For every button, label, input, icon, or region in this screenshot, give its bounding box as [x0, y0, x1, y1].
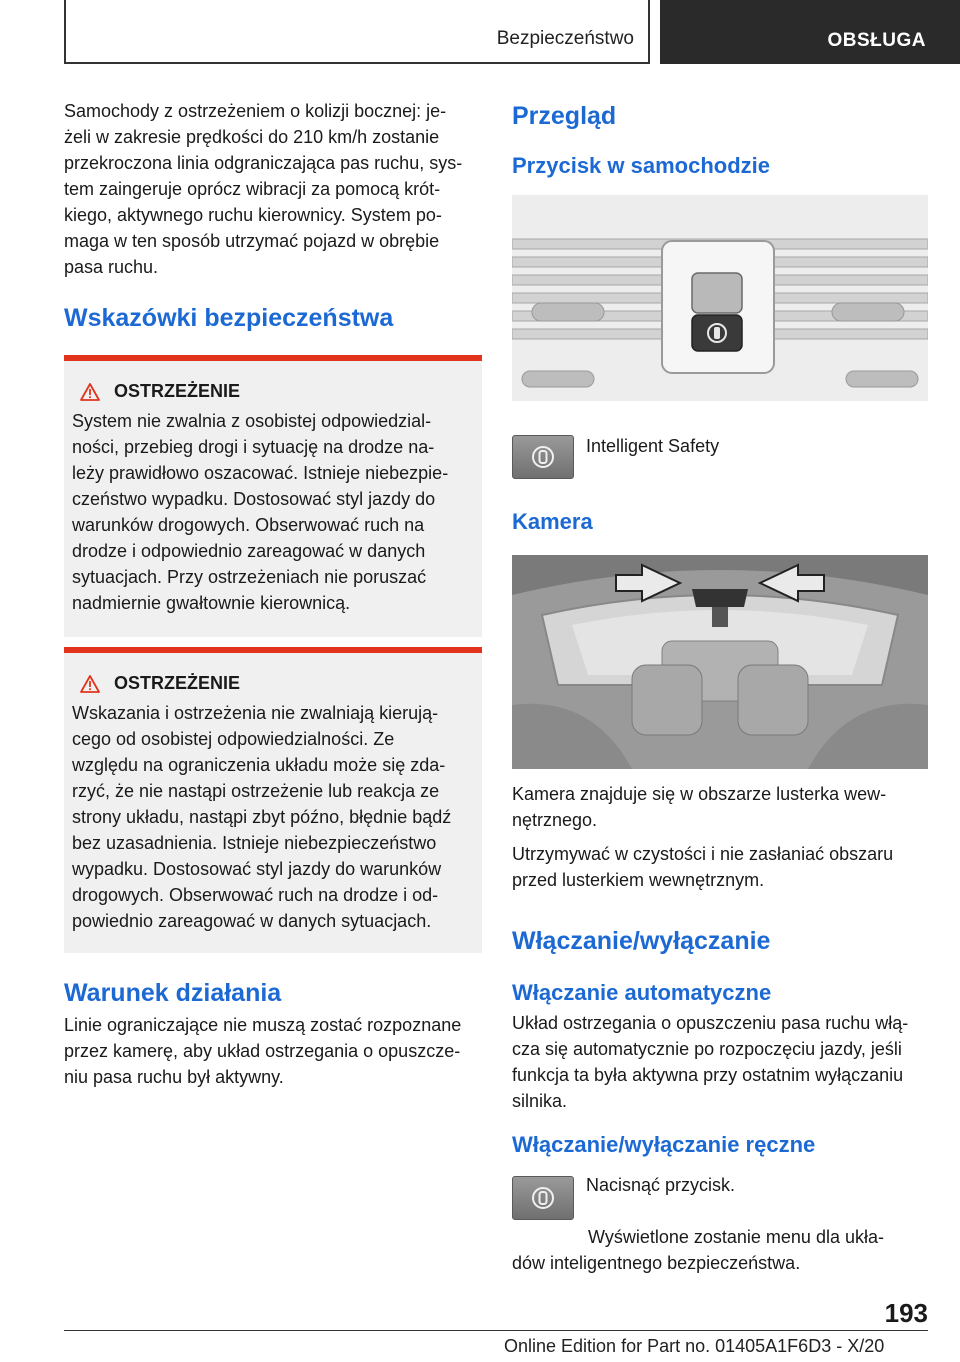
car-shield-icon — [531, 1186, 555, 1210]
warning-triangle-icon — [80, 383, 100, 401]
section-title: Bezpieczeństwo — [496, 28, 634, 49]
overview-heading: Przegląd — [512, 102, 617, 130]
warning-triangle-icon — [80, 675, 100, 693]
warning-box-2 — [64, 647, 482, 953]
auto-heading: Włączanie automatyczne — [512, 980, 772, 1005]
onoff-heading: Włączanie/wyłączanie — [512, 927, 771, 955]
manual-press-text: Nacisnąć przycisk. — [586, 1175, 736, 1195]
manual-row — [512, 1172, 928, 1220]
footer-edition: Online Edition for Part no. 01405A1F6D3 - X/20 — [504, 1336, 885, 1356]
warning-title-2: OSTRZEŻENIE — [114, 673, 241, 693]
condition-heading: Warunek działania — [64, 979, 282, 1007]
intro-paragraph: Samochody z ostrzeżeniem o kolizji bocznej: je- żeli w zakresie prędkości do 210 km/h zostanie przekroczona linia odgraniczająca pas ruchu, sys- tem zaingeruje oprócz wibracji za pomocą krót- kiego, aktywnego ruchu kierownicy. System po- maga w ten sposób utrzymać pojazd w obrębie pasa ruchu. — [64, 101, 463, 277]
page-number: 193 — [884, 1298, 928, 1328]
condition-paragraph: Linie ograniczające nie muszą zostać rozpoznane przez kamerę, aby układ ostrzegania o opuszcze- niu pasa ruchu był aktywny. — [64, 1015, 462, 1087]
intelligent-safety-row — [512, 435, 928, 479]
intelligent-safety-button-icon[interactable] — [512, 435, 574, 479]
intelligent-safety-label: Intelligent Safety — [586, 436, 720, 456]
warning-text-1: System nie zwalnia z osobistej odpowiedzial- ności, przebieg drogi i sytuację na drodze na- leży prawidłowo oszacować. Istnieje niebezpie- czeństwo wypadku. Dostosować styl jazdy do warunków drogowych. Obserwować ruch na drodze i odpowiednio zareagować w danych sytuacjach. Przy ostrzeżeniach nie poruszać nadmiernie gwałtownie kierownicą. — [72, 411, 449, 613]
warning-title-1: OSTRZEŻENIE — [114, 381, 241, 401]
safety-heading: Wskazówki bezpieczeństwa — [64, 304, 394, 332]
right-column — [512, 98, 928, 1276]
chapter-tab-label: OBSŁUGA — [827, 30, 926, 51]
warning-box-1 — [64, 355, 482, 637]
camera-clean-paragraph: Utrzymywać w czystości i nie zasłaniać obszaru przed lusterkiem wewnętrznym. — [512, 844, 894, 890]
camera-interior-photo — [512, 555, 928, 769]
left-column — [64, 98, 482, 1090]
manual-menu-text: Wyświetlone zostanie menu dla ukła- dów inteligentnego bezpieczeństwa. — [512, 1227, 884, 1273]
manual-button-icon[interactable] — [512, 1176, 574, 1220]
header-chapter-tab[interactable] — [660, 0, 960, 64]
warning-text-2: Wskazania i ostrzeżenia nie zwalniają kierują- cego od osobistej odpowiedzialności. Ze względu na ograniczenia układu może się zda- rzyć, że nie nastąpi ostrzeżenie lub reakcja ze strony układu, nastąpi zbyt późno, błędnie bądź bez uzasadnienia. Istnieje niebezpieczeństwo wypadku. Dostosować styl jazdy do warunków drogowych. Obserwować ruch na drodze i od- powiednio zareagować w danych sytuacjach. — [72, 703, 452, 931]
camera-heading: Kamera — [512, 509, 593, 534]
vehicle-button-photo — [512, 195, 928, 401]
auto-paragraph: Układ ostrzegania o opuszczeniu pasa ruchu włą- cza się automatycznie po rozpoczęciu jazdy, jeśli funkcja ta była aktywna przy ostatnim wyłączaniu silnika. — [512, 1013, 909, 1111]
header-section-title — [64, 0, 650, 64]
button-heading: Przycisk w samochodzie — [512, 153, 770, 178]
footer-divider — [64, 1330, 928, 1331]
manual-heading: Włączanie/wyłączanie ręczne — [512, 1132, 816, 1157]
car-shield-icon — [531, 445, 555, 469]
camera-location-paragraph: Kamera znajduje się w obszarze lusterka wew- nętrznego. — [512, 784, 887, 830]
